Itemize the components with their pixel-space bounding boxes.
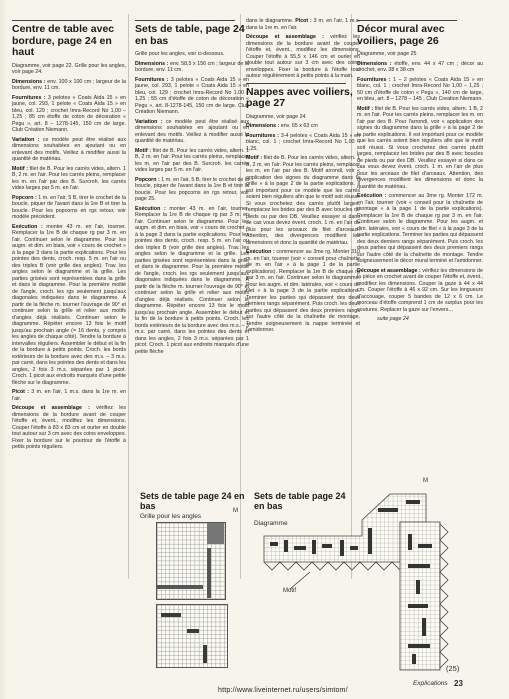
paragraph	[357, 51, 483, 58]
text: filet de B. Pour les carrés vides, altern. 1 B, 2 m. en l'air. Pour les carrés pleins, remplacer les m. en l'air par des B. Surcroh. les carrés vides larges par 5 m. en l'air.	[12, 165, 126, 191]
paragraph	[357, 316, 483, 323]
label: Exécution :	[135, 205, 166, 212]
grid-shaded-block	[207, 523, 224, 544]
source-url-link[interactable]: http://www.liveinternet.ru/users/simtom/	[218, 687, 348, 694]
text: 1 m. en l'air, 5 B, tirer le crochet de la boucle, piquer de l'avant dans la 1re B et tirer la boucle. Pour les popcorns en rgs retour, voir page 25.	[135, 176, 249, 202]
label: Fournitures :	[135, 76, 169, 83]
paragraph	[246, 249, 360, 334]
suite-reference: suite page 24	[377, 316, 409, 322]
paragraph	[12, 137, 126, 163]
text: 1 m. en l'air, 5 B, tirer le crochet de la boucle, piquer de l'avant dans la 1re B et tirer la boucle. Pour les popcorns en rgs retour, voir modèle précédent.	[12, 194, 126, 220]
label: Dimensions :	[12, 78, 46, 85]
text: vérifiez les dimensions de la bordure avant de couper l'étoffe et, évent., modifiez les dimensions. Couper l'étoffe à 55,5 x 146 cm et ourler en double tout autour sur 3 cm avec des coins enveloppes. Fixer la bordure à l'étoffe tout autour régulièrement à petits points à la main.	[246, 34, 360, 79]
paragraph	[246, 114, 360, 121]
label: Fournitures :	[12, 94, 46, 101]
paragraph	[357, 106, 483, 191]
text: Grille pour les angles, voir ci-dessous.	[135, 51, 225, 57]
paragraph	[357, 268, 483, 314]
text: Diagramme, voir page 24	[246, 113, 306, 120]
text: étoffe, env. 44 x 47 cm ; décor au crochet, env. 38 x 38 cm	[357, 60, 483, 73]
paragraph	[135, 77, 249, 116]
motif-pointer	[290, 572, 310, 589]
text: env. 58,5 x 156 cm ; largeur de la bordure, env. 11 cm.	[135, 60, 249, 73]
text: Diagramme, voir page 25	[357, 51, 417, 57]
label: Dimensions :	[135, 60, 169, 67]
text: commencer au 3me rg. Monter 172 m. en l'air, tourner (voir « conseil pour la chaînette de montage » à la page 1 de la partie explications). Remplacer la 1re B de chaque rg par 3 m. en l'air. Continuer selon le diagramme. Pour les augm. et dim. latérales, voir « cours de filet » à la page 3 de la partie explications. Terminer les parties qui dépassent des deux derniers rangs séparément. Puis croch. les deux parties qui dépassent des deux premiers rangs sur l'autre côté de la chaînette de montage. Tendre soigneusement le décor mural terminé et l'amidonner.	[357, 193, 483, 264]
text: dans le diagramme.	[246, 18, 294, 24]
diagram-2-marker: M	[423, 478, 428, 484]
paragraph	[135, 148, 249, 174]
paragraph	[135, 206, 249, 356]
text: ce modèle peut être réalisé aux dimensions souhaitées en ajoutant ou en enlevant des motifs. Veillez à modifier aussi la quantité de matériau.	[12, 136, 127, 162]
text: vérifiez les dimensions de la bordure avant de couper l'étoffe et, évent., modifiez les dimensions. Couper l'étoffe à 83 x 83 cm et ourler en double tout autour sur 3 cm avec des coins enveloppes. Fixer la bordure sur le pourtour de l'étoffe à petits points réguliers.	[12, 405, 126, 450]
tooth-edge	[440, 524, 448, 668]
heading-rule	[246, 83, 346, 84]
text: 3 pelotes « Coats Aida 15 » en jaune, col. 293, 1 pelote « Coats Aida 15 » en bleu, col. 129 ; crochet Imra-Record No 1,00 – 1,25 ; 85 cm étoffe de coton de décoration « Pegu », art. 8 – 1278-145, 150 cm de large. Club Création Niemann.	[12, 94, 126, 133]
column-2	[135, 18, 249, 358]
text: ce modèle peut être réalisé aux dimensions souhaitées en ajoutant ou en enlevant des motifs. Veillez à modifier aussi la quantité de matériau.	[135, 118, 250, 144]
diagram-1-grid-lower	[156, 604, 228, 668]
heading-rule	[12, 20, 112, 21]
label: Exécution :	[246, 249, 275, 255]
label: Variation :	[135, 118, 163, 125]
label: Variation :	[12, 136, 40, 143]
diagram-2-motif-label: Motif	[283, 588, 297, 594]
heading-nappes-avec-voiliers: Nappes avec voiliers, page 27	[246, 85, 353, 109]
paragraph	[135, 119, 249, 145]
text: filet de B. Pour les carrés vides, altern. 1 B, 2 m. en l'air. Pour les carrés pleins, remplacer les m. en l'air par des B. Pour l'arrondi, voir « application des signes du diagramme dans la grille » à la page 2 de la partie explications. Il est important pour ce modèle que les carrés soient bien réguliers afin que le motif soit réussi. Si vous crochetez des carrés plutôt larges, remplacez les brides par des B avec boucles de pieds ou par des DB. Veuillez essayer si dans ce cas vous devez évent. croch. 1 m. en l'air de plus pour les arceaux de filet d'arceaux. Attention, des divergences modifient les dimensions et donc la quantité de matériau.	[357, 105, 483, 190]
column-1	[12, 18, 126, 454]
paragraph	[135, 61, 249, 74]
text: env. 100 x 100 cm ; largeur de la bordure, env. 11 cm.	[12, 78, 126, 91]
page-badge: (25)	[446, 664, 460, 673]
paragraph	[246, 123, 360, 130]
paragraph	[135, 51, 249, 58]
label: Picot :	[295, 18, 312, 24]
paragraph	[135, 177, 249, 203]
diagram-1-title: Sets de table page 24 en bas	[140, 491, 245, 511]
grid-stitch	[187, 629, 199, 633]
text: Diagramme, voir page 22. Grille pour les angles, voir page 24.	[12, 62, 126, 75]
column-3	[246, 18, 360, 337]
label: Popcorn :	[135, 176, 160, 183]
text: 1 – 2 pelotes « Coats Aida 15 » en blanc, col. 1 ; crochet Imra-Record No 1,00 – 1,25 ; 50 cm d'étoffe de coton « Pegu », 140 cm de large, en bleu, art. 8 – 1278 – 145 ; Club Creation Niemann.	[357, 76, 483, 102]
section-label: Explications	[413, 680, 448, 687]
text: commencer au 3me rg. Monter 310 m. en l'air, tourner (voir « conseil pour chaînette de m. en l'air » à la page 1 de la partie explications). Remplacer la 1re B de chaque rg par 3 m. en l'air. Continuer selon le diagramme. Pour les augm. et dim. latérales, voir « cours de filet » à la page 3 de la partie explications. Terminer les parties qui dépassent des deux derniers rangs séparément. Puis croch. les deux parties qui dépassent des deux premiers rangs sur l'autre côté de la chaînette de montage. Tendre soigneusement la nappe terminée et l'amidonner.	[246, 249, 360, 333]
paragraph	[12, 166, 126, 192]
paragraph	[12, 63, 126, 76]
label: Picot :	[12, 389, 29, 395]
tooth-edge-bottom	[264, 562, 400, 570]
text: 3 pelotes « Coats Aida 15 » en jaune, col. 293, 1 pelote « Coats Aida 15 » en bleu, col. 129 ; crochet Imra-Record No 1,00 – 1,25 ; 55 cm d'étoffe de coton de décoration « Pegu », art. 8-1278-145, 150 cm de large. Club Création Niemann.	[135, 76, 249, 115]
label: Dimensions :	[357, 60, 392, 67]
label: Fournitures :	[246, 132, 279, 139]
paragraph	[12, 95, 126, 134]
label: Exécution :	[357, 193, 387, 199]
heading-decor-mural: Décor mural avec voiliers, page 26	[357, 23, 445, 47]
paragraph	[246, 155, 360, 246]
text: vérifiez les dimensions de la pièce en crochet avant de couper l'étoffe et, évent., modifiez les dimensions. Couper la gaze à 44 x 44 cm. Couper l'étoffe à 46 x 92 cm. Sur les longueurs d'accouage, couper 5 bandes de 12 x 6 cm. Le morceau d'étoffe comprend 1 cm de surplus pour les coutures. Replacer la gaze sur l'envers...	[357, 267, 483, 313]
text: 3-4 pelotes « Coats Aida 15 » en blanc, col. 1 ; crochet Imra-Record No 1,00 – 1,25.	[246, 132, 360, 152]
heading-rule	[357, 20, 457, 21]
paragraph	[246, 133, 360, 153]
paragraph	[357, 193, 483, 265]
paragraph	[357, 61, 483, 74]
label: Popcorn :	[12, 194, 37, 201]
label: Motif :	[12, 165, 29, 172]
label: Découpe et assemblage :	[12, 405, 90, 411]
paragraph	[246, 34, 360, 80]
text: env. 65 x 63 cm	[280, 123, 318, 129]
grid-shaded-block	[157, 585, 203, 589]
text: 3 m. en l'air, 1 m.s. dans la 1re m. en l'air.	[12, 389, 126, 402]
label: Fournitures :	[357, 76, 391, 83]
diagram-2-subtitle: Diagramme	[254, 520, 288, 527]
page-number: 23	[454, 679, 463, 688]
text: filet de B. Pour les carrés vides, altern. 1 B, 2 m. en l'air. Pour les carrés pleins, remplacer les m. en l'air par des B. Motif arrondi, voir « application des signes du diagramme dans la grille » à la page 2 de la partie explications. Il est important pour ce modèle que les carrés soient bien réguliers afin que le motif soit réussi. Si vous crochetez des carrés plutôt larges, remplacez les brides par des B avec boucles de pieds ou par des DB. Veuillez essayer si dans ce cas vous devez évent. croch. 1 m. en l'air de plus pour les arceaux de filet d'arceaux. Attention, des divergences modifient les dimensions et donc la quantité de matériau.	[246, 155, 360, 246]
label: Motif :	[357, 105, 374, 112]
heading-sets-de-table: Sets de table, page 24 en bas	[135, 23, 245, 47]
paragraph	[12, 195, 126, 221]
text: filet de B. Pour les carrés vides, altern. 1 B, 2 m. en l'air. Pour les carrés pleins, remplacer les m. en l'air par des B. Surcroh. les carrés vides larges par 5 m. en l'air.	[135, 147, 249, 173]
column-divider	[128, 14, 129, 579]
label: Exécution :	[12, 223, 43, 230]
paragraph	[357, 77, 483, 103]
paragraph	[12, 79, 126, 92]
diagram-1-marker: M	[233, 508, 238, 514]
label: Découpe et assemblage :	[246, 34, 324, 40]
label: Dimensions :	[246, 123, 280, 129]
grid-shaded-block	[207, 548, 211, 598]
diagram-2-chart	[250, 484, 470, 680]
diagram-1-grid	[156, 522, 226, 600]
grid-stitch	[203, 645, 207, 663]
label: Découpe et assemblage :	[357, 267, 421, 274]
label: Motif :	[135, 147, 152, 154]
text: 3 m. en l'air, 1 m.s. dans la 1re m. en l'air.	[246, 18, 360, 31]
grid-stitch	[161, 613, 181, 617]
diagram-2-title: Sets de table page 24 en bas	[254, 491, 346, 511]
column-4	[357, 18, 483, 326]
paragraph	[12, 405, 126, 451]
diagram-1-subtitle: Grille pour les angles	[140, 513, 202, 520]
label: Motif :	[246, 155, 263, 161]
text: monter 43 m. en l'air, tourner. Remplacer la 1re B de chaque rg par 3 m. en l'air. Continuer selon le diagramme. Pour les augm. et dim. en biais, voir « cours de crochet » à la page 3 dans la partie explications. Pour les pointes des dents, croch. resp. 5 m. en l'air ou des triples B (voir grille des angles). Trav. les angles selon le diagramme et la grille. Les parties grisées sont représentées dans la grille et dans le diagramme. Pour la première moitié de l'angle, croch. les rgs seulement jusqu'aux diagonales indiquées dans le diagramme. À partir de la flèche m. tourner l'ouvrage de 90° et continuer selon la grille et relier aux motifs d'angles déjà réalisés. Continuer selon le diagramme. Répéter encore 13 fois le motif jusqu'au prochain angle. Assembler le début et la fin de la bordure à petits points. Croch. les bords extérieurs de la bordure avec des m.s. – 3 m.s. par carré, dans les pointes des dents et dans les angles, 2 fois 3 m.s. séparées par 1 picot. Croch. 1 picot aux endroits marqués d'une petite flèche	[135, 205, 249, 355]
paragraph	[246, 18, 360, 31]
heading-centre-de-table: Centre de table avec bordure, page 24 en haut	[12, 23, 115, 58]
heading-rule	[135, 20, 235, 21]
paragraph	[12, 224, 126, 387]
paragraph	[12, 389, 126, 402]
text: monter 43 m. en l'air, tourner. Remplacer la 1re B de chaque rg par 3 m. en l'air. Continuer selon le diagramme. Pour les augm. et dim. en biais, voir « cours de crochet » à la page 3 dans la partie explications. Pour les pointes des dents, croch. resp. 5 m. en l'air ou des triples B (voir grille des angles). Trav. les angles selon le diagramme et la grille. Les parties grisées sont représentées dans la grille et dans le diagramme. Pour la première moitié de l'angle, croch. les rgs seulement jusqu'aux diagonales indiquées dans le diagramme. À partir de la flèche m. tourner l'ouvrage de 90° et continuer selon la grille et relier aux motifs d'angles déjà réalisés. Continuer selon le diagramme. Répéter encore 13 fois le motif jusqu'au prochain angle (= 16 dents, y compris les angles de chaque côté). Tendre la bordure à intervalles réguliers. Assembler le début et la fin de la bordure à petits points. Croch. les bords extérieurs de la bordure avec des m.s. – 3 m.s. par carré, dans les pointes des dents et dans les angles, 2 fois 3 m.s. séparées par 1 picot. Croch. 1 picot aux endroits marqués d'une petite flèche sur le diagramme.	[12, 223, 126, 386]
